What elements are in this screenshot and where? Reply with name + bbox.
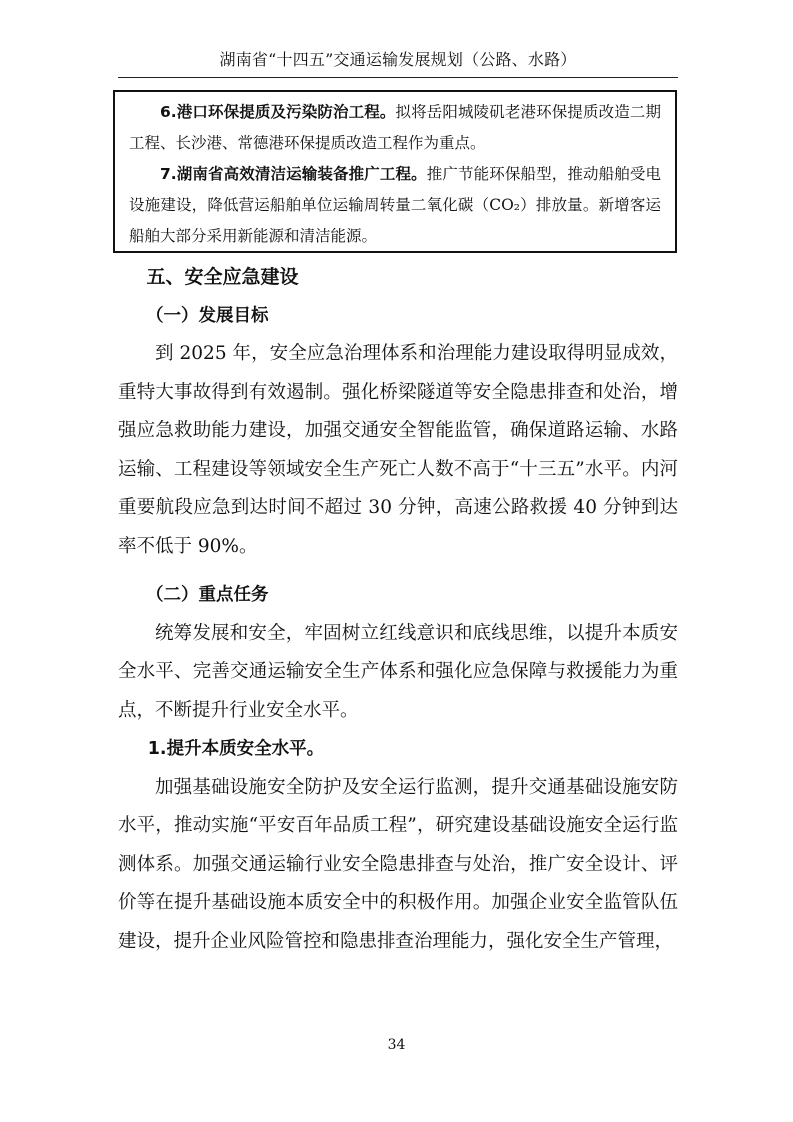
- running-header: 湖南省“十四五”交通运输发展规划（公路、水路）: [219, 50, 577, 69]
- header-divider: [118, 77, 678, 78]
- page-number: 34: [387, 1037, 406, 1053]
- box-item-6-heading: 6.港口环保提质及污染防治工程。: [160, 103, 396, 121]
- item-heading-safety: 1.提升本质安全水平。: [147, 739, 325, 759]
- subsection-heading-goals: （一）发展目标: [146, 305, 269, 326]
- box-item-7: [129, 159, 661, 252]
- goals-paragraph: 到 2025 年，安全应急治理体系和治理能力建设取得明显成效，重特大事故得到有效遏制。强化桥梁隧道等安全隐患排查和处治，增强应急救助能力建设，加强交通安全智能监管，确保道路运输、水路运输、工程建设等领域安全生产死亡人数不高于“十三五”水平。内河重要航段应急到达时间不超过 30 分钟，高速公路救援 40 分钟到达率不低于 90%。: [118, 343, 678, 557]
- box-item-6-body: 拟将岳阳城陵矶老港环保提质改造二期工程、长沙港、常德港环保提质改造工程作为重点。: [129, 103, 661, 152]
- subsection-heading-tasks: （二）重点任务: [146, 585, 269, 605]
- box-item-7-heading: 7.湖南省高效清洁运输装备推广工程。: [160, 165, 427, 183]
- safety-paragraph: 加强基础设施安全防护及安全运行监测，提升交通基础设施安防水平，推动实施“平安百年品质工程”，研究建设基础设施安全运行监测体系。加强交通运输行业安全隐患排查与处治，推广安全设计、评价等在提升基础设施本质安全中的积极作用。加强企业安全监管队伍建设，提升企业风险管控和隐患排查治理能力，强化安全生产管理，: [118, 776, 678, 952]
- main-content: [118, 258, 678, 961]
- project-box: [113, 90, 677, 253]
- tasks-paragraph: 统筹发展和安全，牢固树立红线意识和底线思维，以提升本质安全水平、完善交通运输安全生产体系和强化应急保障与救援能力为重点，不断提升行业安全水平。: [118, 622, 678, 721]
- box-item-7-body: 推广节能环保船型，推动船舶受电设施建设，降低营运船舶单位运输周转量二氧化碳（CO₂）排放量。新增客运船舶大部分采用新能源和清洁能源。: [129, 165, 661, 245]
- box-item-6: [129, 97, 661, 159]
- section-heading: 五、安全应急建设: [146, 266, 299, 288]
